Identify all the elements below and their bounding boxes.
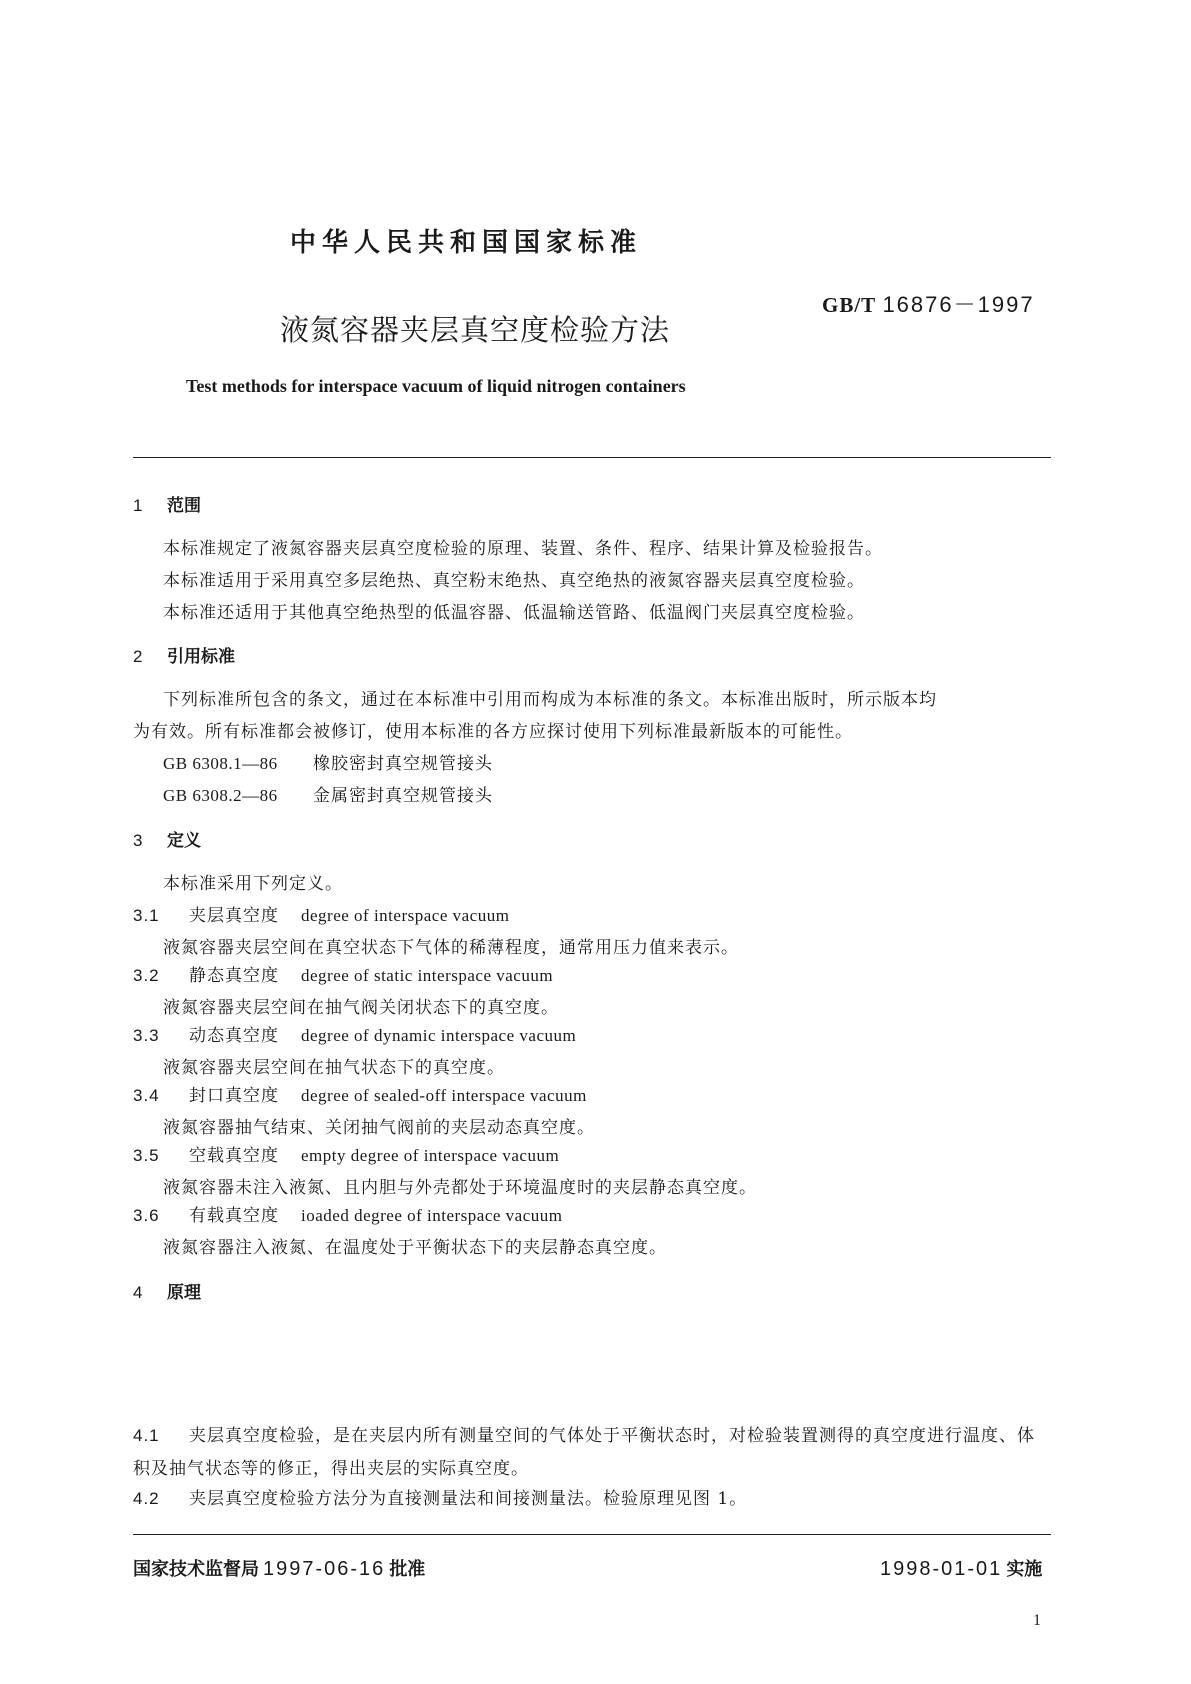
definition-clause <box>133 961 553 986</box>
standard-code: 16876－1997 <box>882 292 1035 317</box>
definition-term: 空载真空度 <box>189 1146 279 1166</box>
implementation-label: 实施 <box>1006 1559 1043 1580</box>
clause-number: 3.2 <box>133 966 160 985</box>
clause-4-1 <box>133 1419 1051 1486</box>
definition-term-en: empty degree of interspace vacuum <box>301 1146 560 1165</box>
clause-text: 夹层真空度检验，是在夹层内所有测量空间的气体处于平衡状态时，对检验装置测得的真空度进行温度、体积及抽气状态等的修正，得出夹层的实际真空度。 <box>133 1426 1035 1479</box>
document-title-cn: 液氮容器夹层真空度检验方法 <box>280 313 671 347</box>
standard-prefix: GB/T <box>822 293 877 317</box>
footer-divider <box>133 1534 1051 1535</box>
section-title: 定义 <box>167 831 201 851</box>
section-1-heading <box>133 491 201 516</box>
definition-term: 静态真空度 <box>189 966 279 986</box>
reference-item <box>163 749 493 774</box>
definition-term-en: degree of interspace vacuum <box>301 906 510 925</box>
clause-number: 3.6 <box>133 1206 160 1225</box>
definition-text: 液氮容器注入液氮、在温度处于平衡状态下的夹层静态真空度。 <box>163 1238 667 1258</box>
document-title-en: Test methods for interspace vacuum of liquid nitrogen containers <box>186 376 686 396</box>
definition-text: 液氮容器未注入液氮、且内胆与外壳都处于环境温度时的夹层静态真空度。 <box>163 1178 757 1198</box>
header-divider <box>133 457 1051 458</box>
definition-text: 液氮容器抽气结束、关闭抽气阀前的夹层动态真空度。 <box>163 1118 595 1138</box>
section-2-heading <box>133 642 235 667</box>
definition-clause <box>133 1081 587 1106</box>
standard-number <box>822 288 1035 319</box>
definition-clause <box>133 1201 563 1226</box>
clause-number: 3.1 <box>133 906 160 925</box>
paragraph-continued: 为有效。所有标准都会被修订，使用本标准的各方应探讨使用下列标准最新版本的可能性。 <box>133 722 853 742</box>
definition-term-en: degree of dynamic interspace vacuum <box>301 1026 577 1045</box>
clause-number: 3.4 <box>133 1086 160 1105</box>
paragraph: 下列标准所包含的条文，通过在本标准中引用而构成为本标准的条文。本标准出版时，所示版本均 <box>163 690 937 710</box>
section-3-heading <box>133 826 201 851</box>
clause-number: 4.1 <box>133 1426 160 1445</box>
definition-term: 有载真空度 <box>189 1206 279 1226</box>
clause-number: 4.2 <box>133 1489 160 1508</box>
section-title: 原理 <box>167 1283 201 1303</box>
clause-number: 3.5 <box>133 1146 160 1165</box>
section-title: 引用标准 <box>167 647 235 667</box>
section-number: 3 <box>133 831 143 850</box>
reference-name: 橡胶密封真空规管接头 <box>313 754 493 774</box>
clause-text: 夹层真空度检验方法分为直接测量法和间接测量法。检验原理见图 1。 <box>189 1489 748 1509</box>
definition-term-en: ioaded degree of interspace vacuum <box>301 1206 563 1225</box>
section-number: 1 <box>133 496 143 515</box>
national-standard-heading: 中华人民共和国国家标准 <box>290 228 643 258</box>
definition-clause <box>133 901 509 926</box>
paragraph: 本标准规定了液氮容器夹层真空度检验的原理、装置、条件、程序、结果计算及检验报告。 <box>163 539 883 559</box>
definition-term: 封口真空度 <box>189 1086 279 1106</box>
reference-item <box>163 781 493 806</box>
section-number: 4 <box>133 1283 143 1302</box>
section-4-heading <box>133 1278 201 1303</box>
clause-4-2 <box>133 1484 747 1509</box>
footer-implementation <box>880 1555 1042 1581</box>
paragraph: 本标准采用下列定义。 <box>163 874 343 894</box>
reference-code: GB 6308.1—86 <box>163 754 278 773</box>
implementation-date: 1998-01-01 <box>880 1558 1003 1580</box>
definition-term-en: degree of sealed-off interspace vacuum <box>301 1086 587 1105</box>
section-number: 2 <box>133 647 143 666</box>
definition-clause <box>133 1021 576 1046</box>
reference-name: 金属密封真空规管接头 <box>313 786 493 806</box>
definition-term: 夹层真空度 <box>189 906 279 926</box>
definition-term: 动态真空度 <box>189 1026 279 1046</box>
paragraph: 本标准还适用于其他真空绝热型的低温容器、低温输送管路、低温阀门夹层真空度检验。 <box>163 603 865 623</box>
footer-approval <box>133 1555 425 1581</box>
approval-date: 1997-06-16 <box>263 1558 386 1580</box>
reference-code: GB 6308.2—86 <box>163 786 278 805</box>
definition-clause <box>133 1141 559 1166</box>
clause-number: 3.3 <box>133 1026 160 1045</box>
definition-text: 液氮容器夹层空间在抽气阀关闭状态下的真空度。 <box>163 998 559 1018</box>
definition-term-en: degree of static interspace vacuum <box>301 966 554 985</box>
definition-text: 液氮容器夹层空间在真空状态下气体的稀薄程度，通常用压力值来表示。 <box>163 938 739 958</box>
approval-label: 批准 <box>389 1559 426 1580</box>
issuer: 国家技术监督局 <box>133 1559 259 1580</box>
section-title: 范围 <box>167 496 201 516</box>
page-number: 1 <box>1033 1612 1041 1629</box>
definition-text: 液氮容器夹层空间在抽气状态下的真空度。 <box>163 1058 505 1078</box>
paragraph: 本标准适用于采用真空多层绝热、真空粉末绝热、真空绝热的液氮容器夹层真空度检验。 <box>163 571 865 591</box>
